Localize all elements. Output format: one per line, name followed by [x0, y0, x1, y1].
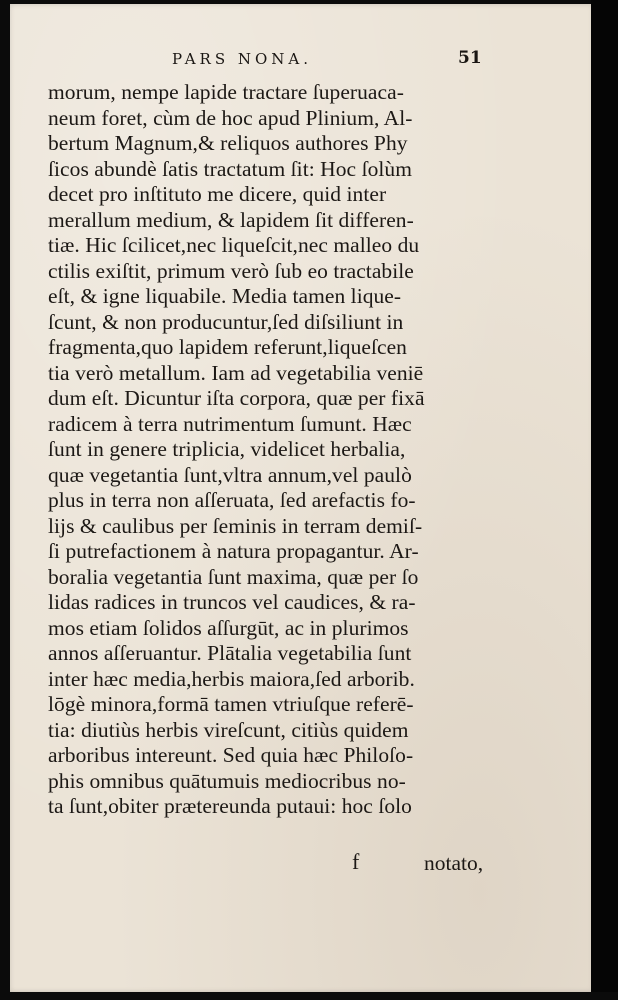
text-line: quæ vegetantia ſunt,vltra annum,vel paulò	[48, 462, 412, 487]
text-line: tia: diutiùs herbis vireſcunt, citiùs quidem	[48, 717, 409, 742]
body-text	[48, 80, 508, 820]
text-line: fragmenta,quo lapidem referunt,liqueſcen	[48, 335, 407, 359]
text-line: inter hæc media,herbis maiora,ſed arborib.	[48, 666, 415, 691]
bottom-edge	[0, 992, 618, 1000]
page-edge-shadow	[591, 0, 618, 1000]
text-line: ſi putrefactionem à natura propagantur. Ar-	[48, 539, 419, 563]
text-line: plus in terra non aſſeruata, ſed arefactis fo-	[48, 488, 416, 512]
text-line: neum foret, cùm de hoc apud Plinium, Al-	[48, 105, 413, 130]
text-line: dum eſt. Dicuntur iſta corpora, quæ per fixā	[48, 386, 425, 410]
text-line: ſcunt, & non producuntur,ſed diſsiliunt in	[48, 309, 404, 334]
text-line: mos etiam ſolidos aſſurgūt, ac in plurimos	[48, 615, 409, 640]
text-line: lijs & caulibus per ſeminis in terram demiſ-	[48, 513, 423, 538]
page-number: 51	[458, 48, 482, 68]
text-line: merallum medium, & lapidem ſit differen-	[48, 207, 414, 232]
text-line: bertum Magnum,& reliquos authores Phy	[48, 131, 408, 155]
text-line: tia verò metallum. Iam ad vegetabilia veniē	[48, 360, 424, 385]
text-line: decet pro inſtituto me dicere, quid inter	[48, 182, 387, 206]
running-head: PARS NONA.	[172, 50, 313, 68]
text-line: tiæ. Hic ſcilicet,nec liqueſcit,nec malleo du	[48, 233, 420, 257]
signature-mark: f	[352, 849, 360, 874]
text-line: eſt, & igne liquabile. Media tamen lique-	[48, 284, 402, 308]
text-line: phis omnibus quātumuis mediocribus no-	[48, 768, 406, 793]
text-line: ctilis exiſtit, primum verò ſub eo tractabile	[48, 258, 414, 283]
text-line: arboribus intereunt. Sed quia hæc Philoſo-	[48, 743, 414, 767]
text-line: boralia vegetantia ſunt maxima, quæ per ſo	[48, 564, 419, 589]
catchword: notato,	[424, 851, 484, 875]
text-line: ſunt in genere triplicia, videlicet herbalia,	[48, 437, 406, 461]
text-line: ta ſunt,obiter prætereunda putaui: hoc ſolo	[48, 794, 412, 818]
text-line: ſicos abundè ſatis tractatum ſit: Hoc ſolùm	[48, 156, 412, 181]
text-line: morum, nempe lapide tractare ſuperuaca-	[48, 80, 404, 104]
text-line: annos aſſeruantur. Plātalia vegetabilia ſunt	[48, 641, 412, 665]
text-line: lōgè minora,formā tamen vtriuſque referē-	[48, 692, 414, 716]
text-line: lidas radices in truncos vel caudices, & ra-	[48, 590, 416, 614]
text-line: radicem à terra nutrimentum ſumunt. Hæc	[48, 411, 412, 436]
